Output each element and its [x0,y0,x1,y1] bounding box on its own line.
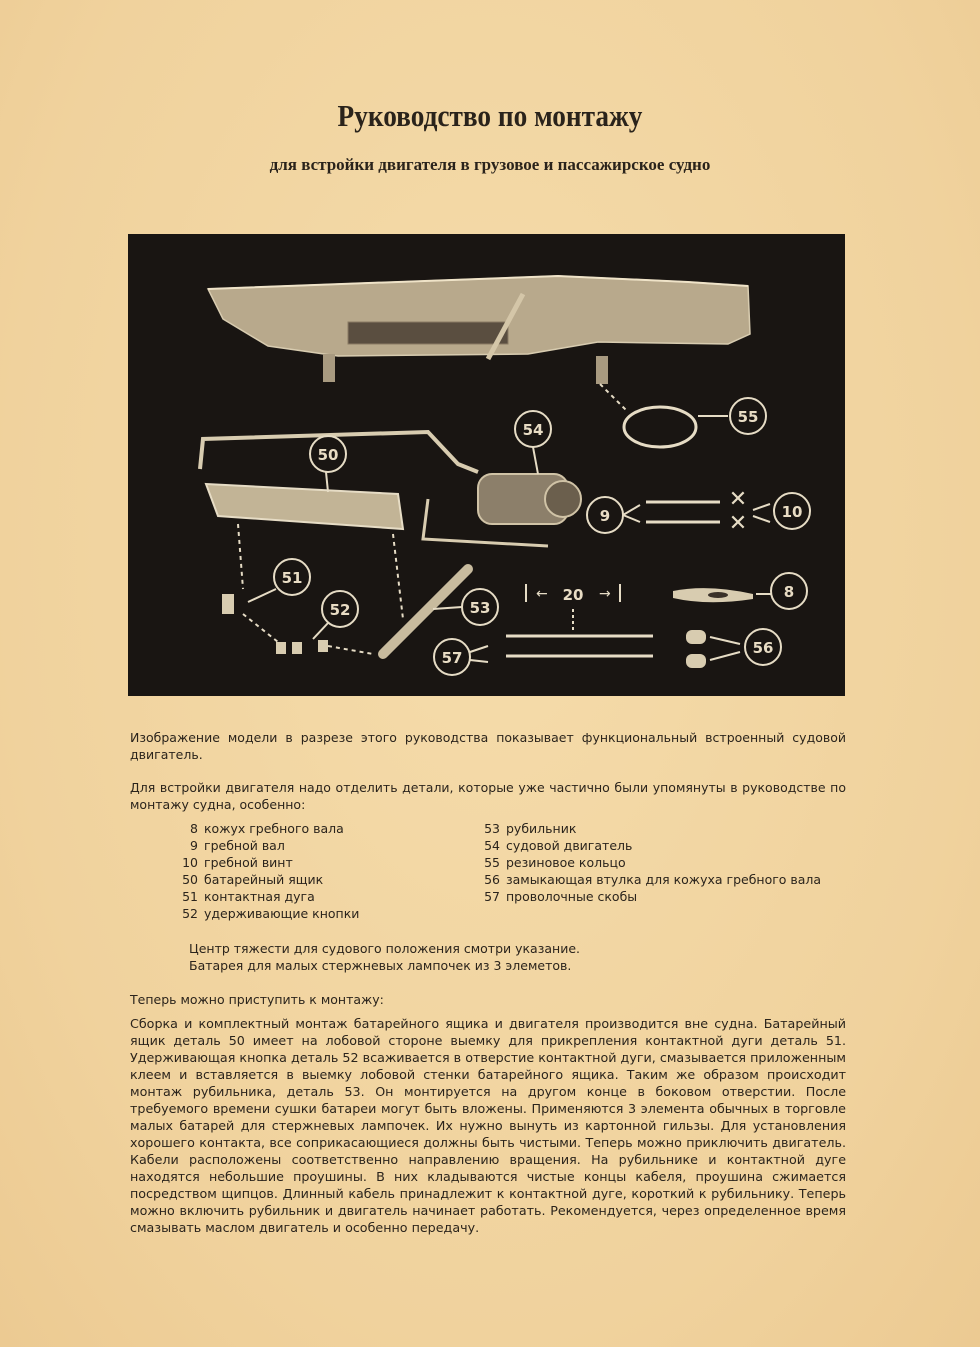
note-center-of-gravity: Центр тяжести для судового положения смотри указание. [189,941,580,956]
parts-intro-paragraph: Для встройки двигателя надо отделить детали, которые уже частично были упомянуты в руководстве по монтажу судна, особенно: [130,780,846,812]
svg-text:←: ← [536,586,548,602]
start-heading: Теперь можно приступить к монтажу: [130,992,384,1007]
list-item: 55 резиновое кольцо [484,855,626,870]
svg-text:✕: ✕ [728,511,748,536]
locking-sleeves [686,630,706,644]
list-item: 53 рубильник [484,821,577,836]
parts-list-right [478,820,821,905]
label-55: 55 [737,408,759,426]
label-51: 51 [281,569,303,587]
switch [383,569,468,654]
list-item: 8 кожух гребного вала [190,821,344,836]
list-item: 54 судовой двигатель [484,838,633,853]
label-8: 8 [783,583,795,601]
page-subtitle: для встройки двигателя в грузовое и пассажирское судно [269,155,711,174]
assembly-paragraph: Сборка и комплектный монтаж батарейного ящика и двигателя производится вне судна. Батарейный ящик деталь 50 имеет на лобовой стороне выемку для прикрепления контактной дуги деталь 51. Удерживающая кнопка деталь 52 всаживается в отверстие контактной дуги, смазывается приложенным клеем и вставляется в выемку лобовой стенки батарейного ящика. Таким же образом происходит монтаж рубильника, деталь 53. Он монтируется на другом конце в боковом отверстии. После требуемого времени сушки батареи могут быть вложены. Применяются 3 элемента обычных в торговле малых батарей для стержневых лампочек. Их нужно вынуть из картонной гильзы. Для установления хорошего контакта, все соприкасающиеся должны быть чистыми. Теперь можно приключить двигатель. Кабели расположены соответственно направлению вращения. На рубильнике и контактной дуге находятся небольшие проушины. В них кладываются чистые концы кабеля, проушина сжимается посредством щипцов. Длинный кабель принадлежит к контактной дуге, короткий к рубильнику. Теперь можно включить рубильник и двигатель начинает работать. Рекомендуется, через определенное время смазывать маслом двигатель и особенно передачу. [130,1016,846,1235]
assembly-photo [128,234,845,696]
parts-list-left [176,820,359,922]
rubber-ring [624,407,696,447]
label-10: 10 [781,503,803,521]
label-57: 57 [441,649,463,667]
list-item: 50 батарейный ящик [182,872,324,887]
contact-arc [222,594,234,614]
list-item: 51 контактная дуга [182,889,315,904]
holding-buttons [276,642,286,654]
label-9: 9 [599,507,611,525]
ship-motor-inside [348,322,508,344]
svg-text:→: → [599,586,611,602]
assembly-illustration [128,234,845,696]
list-item: 10 гребной винт [182,855,293,870]
battery-box [206,484,403,529]
list-item: 57 проволочные скобы [484,889,638,904]
list-item: 9 гребной вал [190,838,285,853]
label-20: 20 [562,586,584,604]
list-item: 56 замыкающая втулка для кожуха гребного вала [484,872,822,887]
label-53: 53 [469,599,491,617]
propeller: ✕ [728,487,748,512]
label-54: 54 [522,421,544,439]
label-56: 56 [752,639,774,657]
label-50: 50 [317,446,339,464]
label-52: 52 [329,601,351,619]
list-item: 52 удерживающие кнопки [182,906,360,921]
note-battery: Батарея для малых стержневых лампочек из 3 элеметов. [189,958,572,973]
intro-paragraph: Изображение модели в разрезе этого руководства показывает функциональный встроенный судовой двигатель. [130,730,846,762]
page-title: Руководство по монтажу [337,98,643,133]
